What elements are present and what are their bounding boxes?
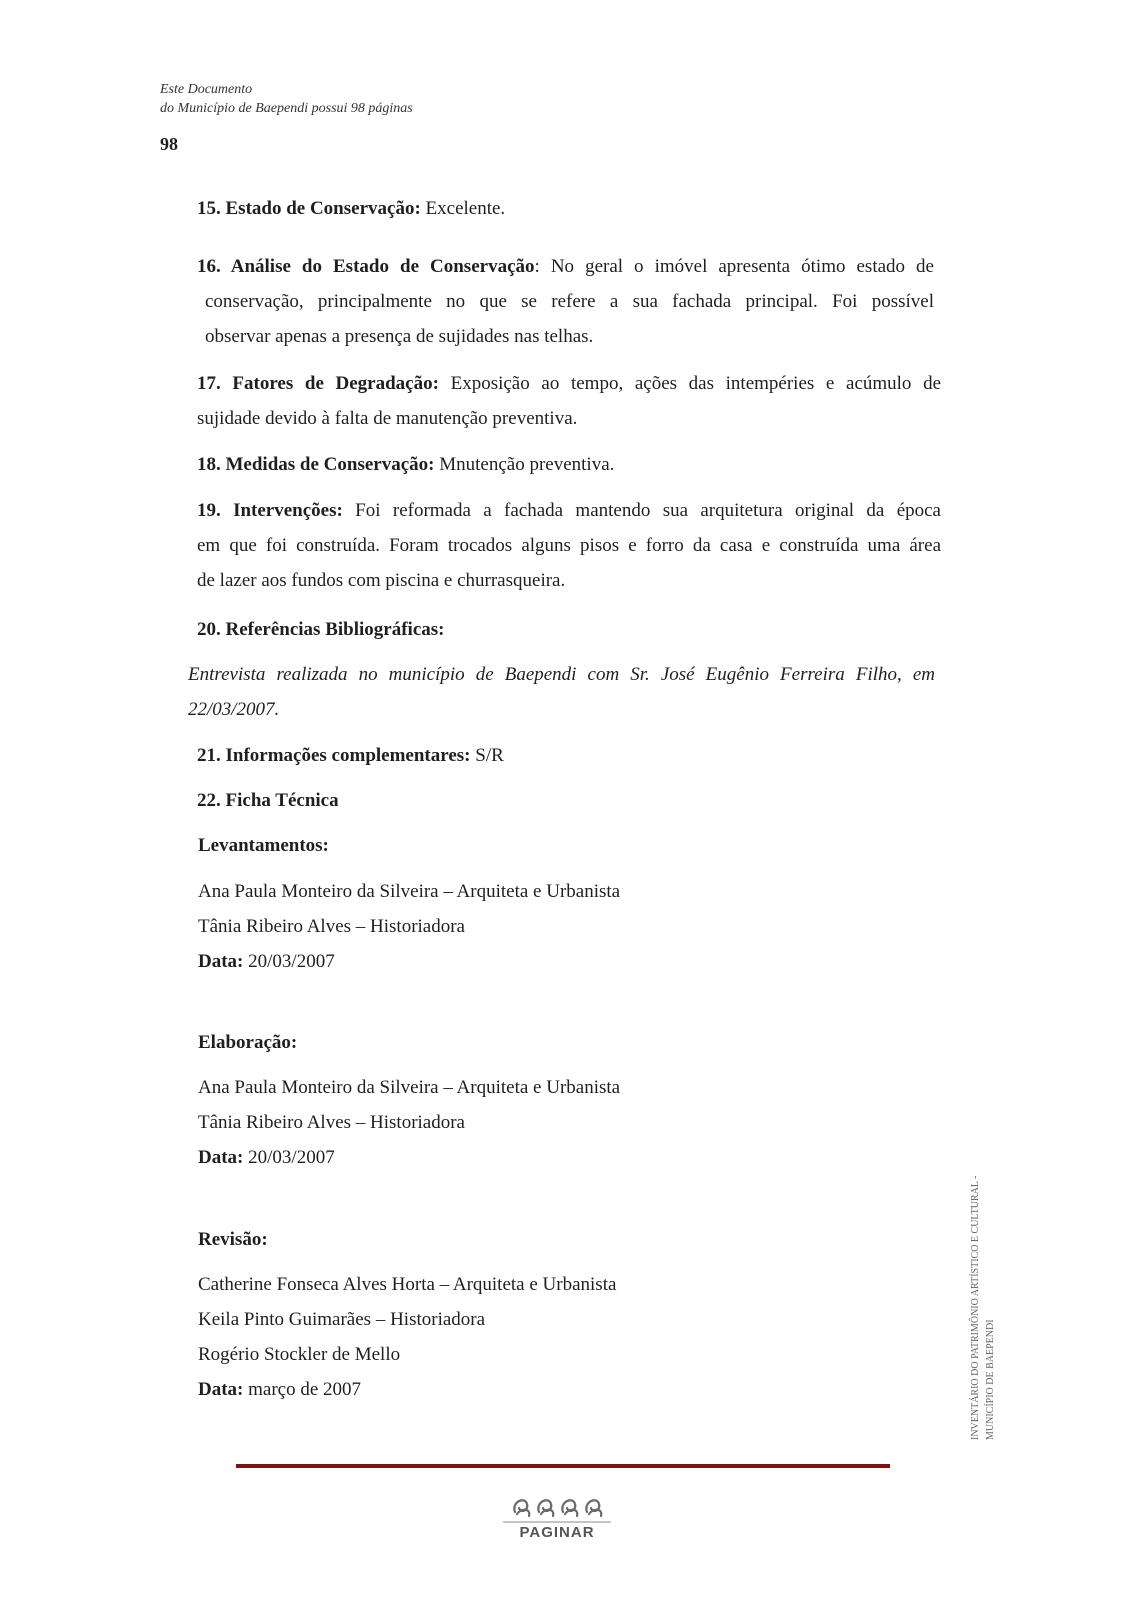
section-22-label: 22. Ficha Técnica	[197, 790, 339, 811]
section-17-text: Exposição ao tempo, ações das intempéries e acúmulo de	[438, 373, 942, 394]
side-inventory-caption	[968, 1128, 1004, 1440]
footer-rule	[236, 1464, 890, 1468]
date-label: Data:	[198, 951, 244, 972]
elaboracao-date	[198, 1147, 335, 1169]
levantamentos-date	[198, 951, 335, 973]
date-value: março de 2007	[243, 1379, 362, 1400]
levantamentos-title: Levantamentos:	[198, 835, 329, 856]
section-16-line3: observar apenas a presença de sujidades nas telhas.	[205, 326, 594, 347]
date-value: 20/03/2007	[243, 951, 335, 972]
section-21	[197, 745, 504, 767]
levantamentos-person: Ana Paula Monteiro da Silveira – Arquiteta e Urbanista	[198, 881, 621, 902]
reference-line1: Entrevista realizada no município de Baependi com Sr. José Eugênio Ferreira Filho, em	[188, 664, 935, 685]
section-19-line3: de lazer aos fundos com piscina e churrasqueira.	[197, 570, 566, 591]
elaboracao-person: Ana Paula Monteiro da Silveira – Arquiteta e Urbanista	[198, 1077, 621, 1098]
section-19-line1	[197, 500, 941, 522]
date-label: Data:	[198, 1147, 244, 1168]
side-caption-line2: MUNICÍPIO DE BAEPENDI	[985, 1319, 996, 1440]
revisao-person: Keila Pinto Guimarães – Historiadora	[198, 1309, 486, 1330]
section-18-text: Mnutenção preventiva.	[434, 454, 615, 475]
section-21-text: S/R	[470, 745, 504, 766]
paginar-logo-text: PAGINAR	[519, 1524, 595, 1541]
section-17-label: 17. Fatores de Degradação:	[197, 373, 439, 394]
section-19-line2: em que foi construída. Foram trocados alguns pisos e forro da casa e construída uma área	[197, 535, 941, 556]
section-21-label: 21. Informações complementares:	[197, 745, 471, 766]
elaboracao-title: Elaboração:	[198, 1032, 298, 1053]
section-15-label: 15. Estado de Conservação:	[197, 198, 421, 219]
date-value: 20/03/2007	[243, 1147, 335, 1168]
section-16-line1	[197, 256, 934, 278]
reference-line2: 22/03/2007.	[188, 699, 280, 720]
revisao-title: Revisão:	[198, 1229, 268, 1250]
levantamentos-person: Tânia Ribeiro Alves – Historiadora	[198, 916, 465, 937]
section-19-label: 19. Intervenções:	[197, 500, 343, 521]
revisao-date	[198, 1379, 361, 1401]
section-20-label: 20. Referências Bibliográficas:	[197, 619, 445, 640]
section-17-line2: sujidade devido à falta de manutenção preventiva.	[197, 408, 578, 429]
revisao-person: Catherine Fonseca Alves Horta – Arquiteta e Urbanista	[198, 1274, 617, 1295]
section-16-line2: conservação, principalmente no que se refere a sua fachada principal. Foi possível	[205, 291, 934, 312]
header-page-count-note: do Município de Baependi possui 98 páginas	[160, 101, 413, 116]
header-document-note: Este Documento	[160, 82, 253, 97]
elaboracao-person: Tânia Ribeiro Alves – Historiadora	[198, 1112, 465, 1133]
revisao-person: Rogério Stockler de Mello	[198, 1344, 401, 1365]
page-number: 98	[160, 134, 178, 154]
section-16-text: : No geral o imóvel apresenta ótimo estado de	[534, 256, 934, 277]
date-label: Data:	[198, 1379, 244, 1400]
section-15-text: Excelente.	[420, 198, 506, 219]
section-17-line1	[197, 373, 941, 395]
section-19-text: Foi reformada a fachada mantendo sua arquitetura original da época	[342, 500, 941, 521]
section-15	[197, 198, 505, 220]
section-16-label: 16. Análise do Estado de Conservação	[197, 256, 535, 277]
section-18-label: 18. Medidas de Conservação:	[197, 454, 435, 475]
section-18	[197, 454, 614, 476]
side-caption-line1: INVENTÁRIO DO PATRIMÔNIO ARTÍSTICO E CULTURAL -	[970, 1175, 981, 1440]
